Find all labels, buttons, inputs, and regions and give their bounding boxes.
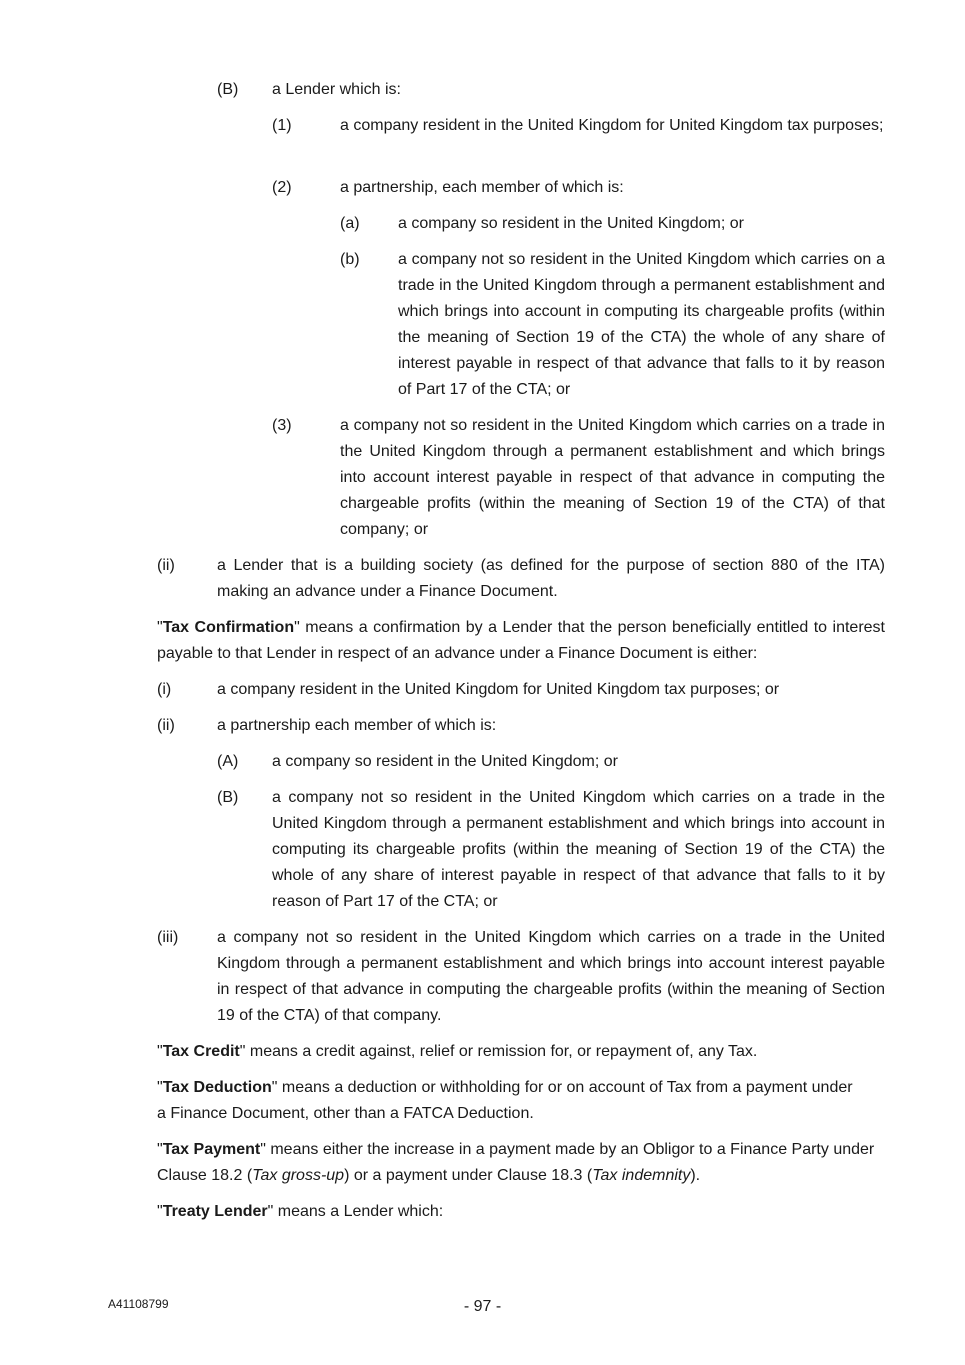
page-number: - 97 - <box>463 1298 502 1315</box>
document-reference: A41108799 <box>108 1297 169 1311</box>
definition-text: means a deduction or withholding for or on account of Tax from a payment under a Finance Document, other than a FATCA Deduction. <box>157 1079 853 1122</box>
item-label: (A) <box>217 753 239 770</box>
definition-text: ) or a payment under Clause 18.3 ( <box>344 1167 593 1184</box>
clause-reference: Tax gross-up <box>252 1167 345 1184</box>
item-text: a company so resident in the United Kingdom; or <box>398 215 744 232</box>
item-text: a partnership each member of which is: <box>217 717 497 734</box>
item-label: (b) <box>340 251 360 268</box>
definition-tax-payment: "Tax Payment" means either the increase in a payment made by an Obligor to a Finance Party under Clause 18.2 (Tax gross-up) or a payment under Clause 18.3 (Tax indemnity). <box>157 1141 875 1184</box>
item-text: a partnership, each member of which is: <box>340 179 624 196</box>
item-label: (i) <box>157 681 172 698</box>
item-text: a company not so resident in the United Kingdom which carries on a trade in the United Kingdom through a permanent establishment and which brings into account interest payable in respect of that advance in computing the chargeable profits (within the meaning of Section 19 of the CTA) of that company; or <box>340 417 885 538</box>
item-text: a Lender that is a building society (as defined for the purpose of section 880 of the ITA) making an advance under a Finance Document. <box>217 557 885 600</box>
definition-tax-deduction: "Tax Deduction" means a deduction or withholding for or on account of Tax from a payment under a Finance Document, other than a FATCA Deduction. <box>157 1079 853 1122</box>
item-label: (iii) <box>157 929 179 946</box>
defined-term: Tax Payment <box>162 1141 261 1158</box>
item-text: a company so resident in the United Kingdom; or <box>272 753 618 770</box>
item-text: a company resident in the United Kingdom for United Kingdom tax purposes; or <box>217 681 780 698</box>
definition-text: ). <box>690 1167 701 1184</box>
definition-text: means a credit against, relief or remission for, or repayment of, any Tax. <box>245 1043 758 1060</box>
item-label: (2) <box>272 179 292 196</box>
defined-term: Tax Deduction <box>162 1079 272 1096</box>
item-text: a company not so resident in the United Kingdom which carries on a trade in the United Kingdom through a permanent establishment and which brings into account in computing its chargeable profits (within the meaning of Section 19 of the CTA) the whole of any share of interest payable in respect of that advance that falls to it by reason of Part 17 of the CTA; or <box>272 789 885 910</box>
item-label: (a) <box>340 215 360 232</box>
item-label: (1) <box>272 117 292 134</box>
defined-term: Tax Credit <box>162 1043 240 1060</box>
definition-text: means a confirmation by a Lender that the person beneficially entitled to interest payable to that Lender in respect of an advance under a Finance Document is either: <box>157 619 886 662</box>
item-text: a company not so resident in the United Kingdom which carries on a trade in the United Kingdom through a permanent establishment and which brings into account interest payable in respect of that advance in computing the chargeable profits (within the meaning of Section 19 of the CTA) of that company. <box>217 929 885 1024</box>
item-label: (3) <box>272 417 292 434</box>
item-text: a company not so resident in the United Kingdom which carries on a trade in the United Kingdom through a permanent establishment and which brings into account in computing its chargeable profits (within the meaning of Section 19 of the CTA) the whole of any share of interest payable in respect of that advance that falls to it by reason of Part 17 of the CTA; or <box>398 251 885 398</box>
definition-treaty-lender: "Treaty Lender" means a Lender which: <box>157 1203 444 1220</box>
definition-text: means either the increase in a payment made by an Obligor to a Finance Party under Clause 18.2 ( <box>157 1141 875 1184</box>
item-label: (B) <box>217 789 239 806</box>
definition-tax-confirmation: "Tax Confirmation" means a confirmation by a Lender that the person beneficially entitled to interest payable to that Lender in respect of an advance under a Finance Document is either: <box>157 619 886 662</box>
item-text: a company resident in the United Kingdom for United Kingdom tax purposes; <box>340 117 884 134</box>
defined-term: Treaty Lender <box>162 1203 268 1220</box>
clause-reference: Tax indemnity <box>592 1167 691 1184</box>
item-text: a Lender which is: <box>272 81 401 98</box>
defined-term: Tax Confirmation <box>162 619 295 636</box>
definition-text: means a Lender which: <box>273 1203 444 1220</box>
definition-tax-credit: "Tax Credit" means a credit against, relief or remission for, or repayment of, any Tax. <box>157 1043 758 1060</box>
item-label: (ii) <box>157 557 175 574</box>
item-label: (B) <box>217 81 239 98</box>
item-label: (ii) <box>157 717 175 734</box>
